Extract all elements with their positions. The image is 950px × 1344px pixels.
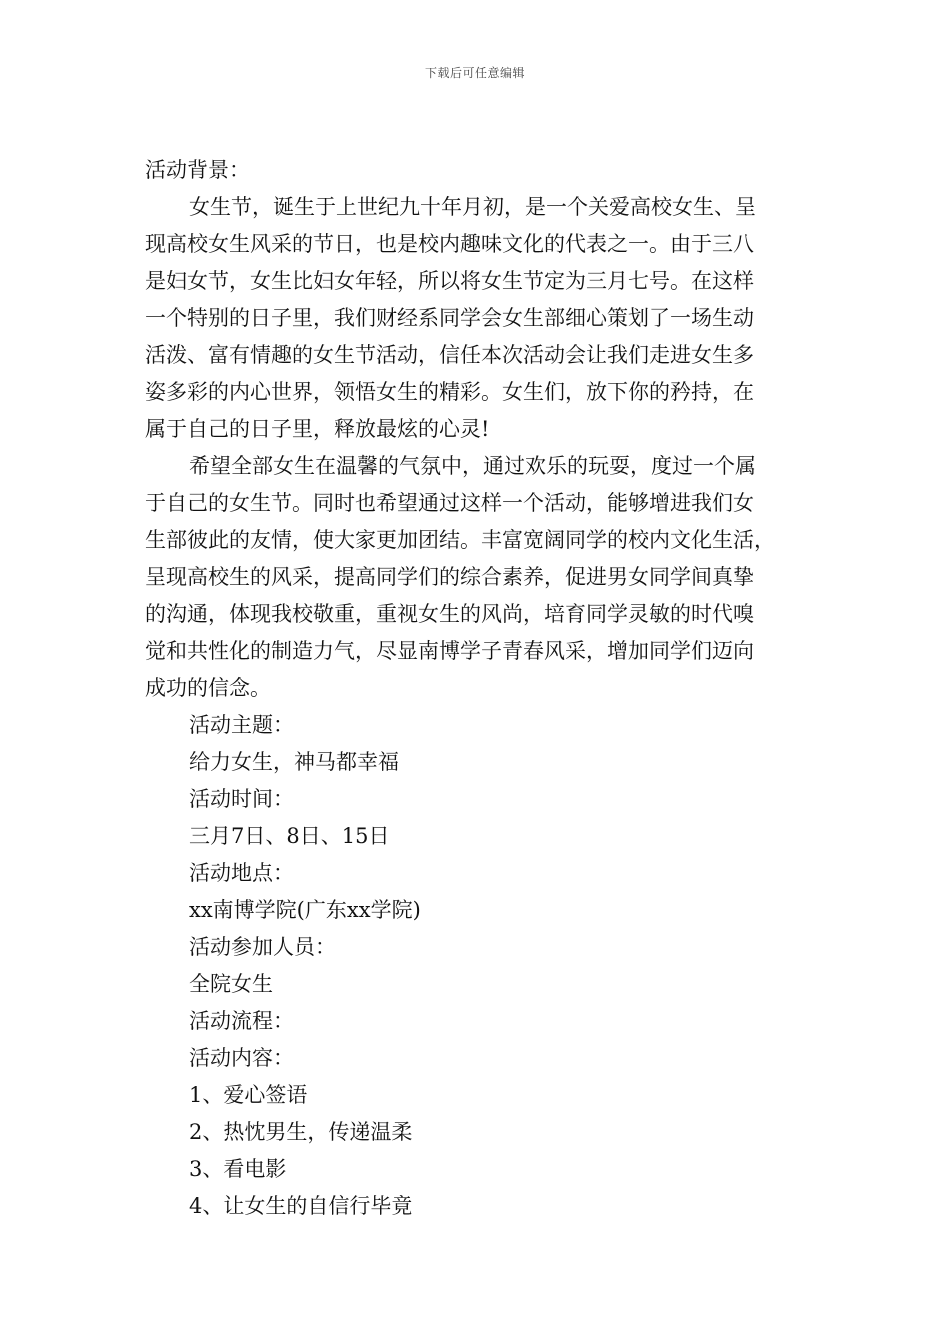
paragraph-line: 现高校女生风采的节日，也是校内趣味文化的代表之一。由于三八 (145, 232, 754, 256)
content-heading: 活动内容： (189, 1046, 294, 1070)
time-value: 三月7日、8日、15日 (189, 824, 390, 848)
paragraph-background-intro (145, 189, 805, 448)
paragraph-line: 的沟通，体现我校敬重，重视女生的风尚，培育同学灵敏的时代嗅 (145, 602, 754, 626)
location-value: xx南博学院(广东xx学院) (189, 898, 421, 922)
paragraph-line: 女生节，诞生于上世纪九十年月初，是一个关爱高校女生、呈 (189, 195, 756, 219)
paragraph-line: 觉和共性化的制造力气，尽显南博学子青春风采，增加同学们迈向 (145, 639, 754, 663)
paragraph-line: 希望全部女生在温馨的气氛中，通过欢乐的玩耍，度过一个属 (189, 454, 756, 478)
participants-heading: 活动参加人员： (189, 935, 336, 959)
list-item: 2、热忱男生，传递温柔 (189, 1120, 413, 1144)
paragraph-line: 于自己的女生节。同时也希望通过这样一个活动，能够增进我们女 (145, 491, 754, 515)
location-heading: 活动地点： (189, 861, 294, 885)
theme-value: 给力女生，神马都幸福 (189, 750, 399, 774)
time-heading: 活动时间： (189, 787, 294, 811)
paragraph-line: 成功的信念。 (145, 676, 271, 700)
paragraph-line: 是妇女节，女生比妇女年轻，所以将女生节定为三月七号。在这样 (145, 269, 754, 293)
paragraph-line: 一个特别的日子里，我们财经系同学会女生部细心策划了一场生动 (145, 306, 754, 330)
document-body (145, 152, 805, 1225)
theme-heading: 活动主题： (189, 713, 294, 737)
paragraph-line: 姿多彩的内心世界，领悟女生的精彩。女生们，放下你的矜持，在 (145, 380, 754, 404)
list-item: 4、让女生的自信行毕竟 (189, 1194, 413, 1218)
list-item: 1、爱心签语 (189, 1083, 308, 1107)
paragraph-line: 生部彼此的友情，使大家更加团结。丰富宽阔同学的校内文化生活， (145, 528, 775, 552)
process-heading: 活动流程： (189, 1009, 294, 1033)
page-header-note: 下载后可任意编辑 (424, 66, 525, 80)
participants-value: 全院女生 (189, 972, 273, 996)
paragraph-line: 活泼、富有情趣的女生节活动，信任本次活动会让我们走进女生多 (145, 343, 754, 367)
paragraph-line: 属于自己的日子里，释放最炫的心灵! (145, 417, 490, 441)
paragraph-line: 呈现高校生的风采，提高同学们的综合素养，促进男女同学间真挚 (145, 565, 754, 589)
activity-details (145, 707, 805, 1225)
paragraph-purpose (145, 448, 805, 707)
list-item: 3、看电影 (189, 1157, 287, 1181)
background-heading: 活动背景： (145, 158, 250, 182)
